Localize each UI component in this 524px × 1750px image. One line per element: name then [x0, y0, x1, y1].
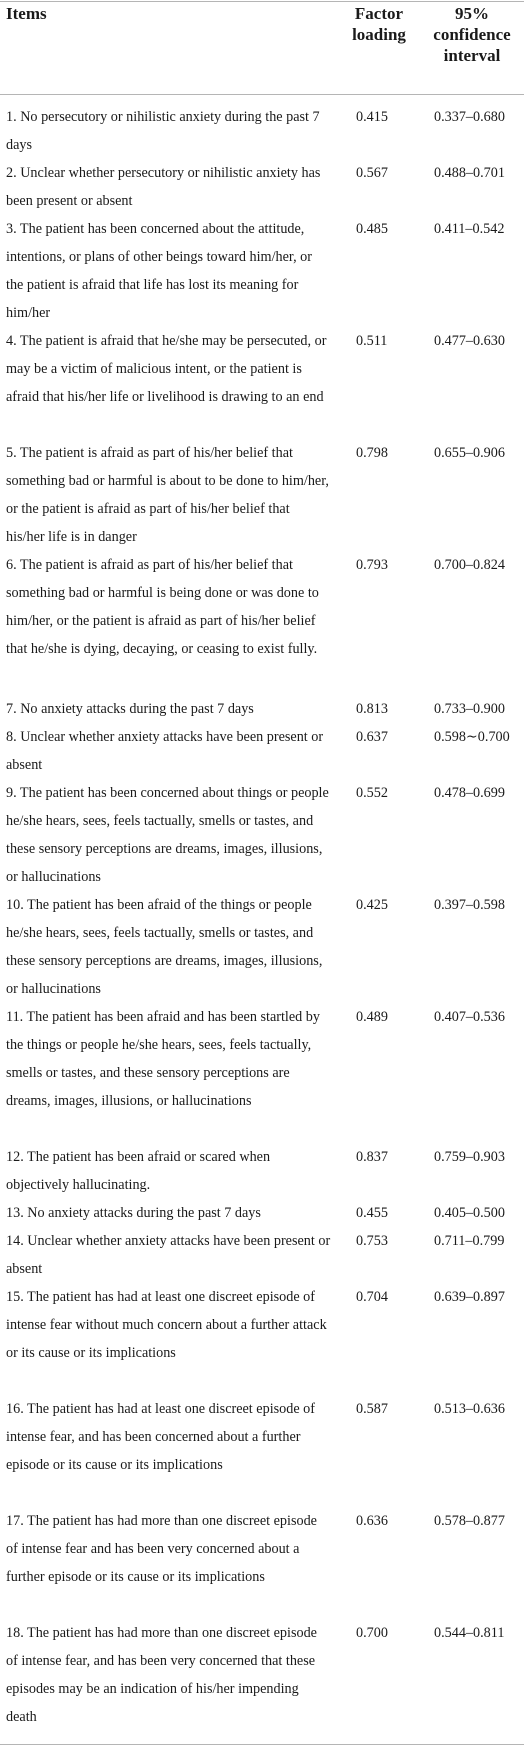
row-15-item: 15. The patient has had at least one discreet episode of intense fear without much concern about a further attack or its cause or its implications [6, 1289, 327, 1361]
row-1-item: 1. No persecutory or nihilistic anxiety during the past 7 days [6, 109, 320, 153]
row-6-loading: 0.793 [356, 557, 388, 573]
row-18-loading: 0.700 [356, 1625, 388, 1641]
header-factor-loading: Factor loading [352, 4, 406, 44]
row-12-ci: 0.759–0.903 [434, 1149, 505, 1165]
row-13-loading: 0.455 [356, 1205, 388, 1221]
row-16-loading: 0.587 [356, 1401, 388, 1417]
row-1-loading: 0.415 [356, 109, 388, 125]
row-12-loading: 0.837 [356, 1149, 388, 1165]
row-16-item: 16. The patient has had at least one discreet episode of intense fear, and has been concerned about a further episode or its cause or its implications [6, 1401, 316, 1473]
row-13-ci: 0.405–0.500 [434, 1205, 505, 1221]
row-2-ci: 0.488–0.701 [434, 165, 505, 181]
row-8-item: 8. Unclear whether anxiety attacks have been present or absent [6, 729, 324, 773]
row-8-ci: 0.598∼0.700 [434, 729, 510, 745]
row-15-loading: 0.704 [356, 1289, 388, 1305]
header-confidence-interval: 95% confidence interval [433, 4, 511, 65]
row-17-loading: 0.636 [356, 1513, 388, 1529]
row-14-ci: 0.711–0.799 [434, 1233, 505, 1249]
row-5-item: 5. The patient is afraid as part of his/her belief that something bad or harmful is about to be done to him/her, or the patient is afraid as part of his/her belief that his/her life is in danger [6, 445, 329, 545]
row-18-ci: 0.544–0.811 [434, 1625, 505, 1641]
row-4-loading: 0.511 [356, 333, 388, 349]
row-15-ci: 0.639–0.897 [434, 1289, 505, 1305]
row-11-ci: 0.407–0.536 [434, 1009, 505, 1025]
row-6-ci: 0.700–0.824 [434, 557, 505, 573]
row-9-item: 9. The patient has been concerned about things or people he/she hears, sees, feels tactually, smells or tastes, and these sensory perceptions are dreams, images, illusions, or hallucinations [6, 785, 329, 885]
row-18-item: 18. The patient has had more than one discreet episode of intense fear, and has been very concerned that these episodes may be an indication of his/her impending death [6, 1625, 317, 1725]
row-3-ci: 0.411–0.542 [434, 221, 505, 237]
row-5-loading: 0.798 [356, 445, 388, 461]
row-2-loading: 0.567 [356, 165, 388, 181]
table-bottom-rule [0, 1744, 524, 1745]
row-4-item: 4. The patient is afraid that he/she may be persecuted, or may be a victim of malicious intent, or the patient is afraid that his/her life or livelihood is drawing to an end [6, 333, 327, 405]
row-7-item: 7. No anxiety attacks during the past 7 days [6, 701, 254, 717]
row-17-item: 17. The patient has had more than one discreet episode of intense fear and has been very concerned about a further episode or its cause or its implications [6, 1513, 317, 1585]
row-6-item: 6. The patient is afraid as part of his/her belief that something bad or harmful is being done or was done to him/her, or the patient is afraid as part of his/her belief that he/she is dying, decaying, or ceasing to exist fully. [6, 557, 319, 657]
row-17-ci: 0.578–0.877 [434, 1513, 505, 1529]
row-13-item: 13. No anxiety attacks during the past 7 days [6, 1205, 261, 1221]
row-3-item: 3. The patient has been concerned about the attitude, intentions, or plans of other beings toward him/her, or the patient is afraid that life has lost its meaning for him/her [6, 221, 312, 321]
row-4-ci: 0.477–0.630 [434, 333, 505, 349]
row-1-ci: 0.337–0.680 [434, 109, 505, 125]
header-items: Items [6, 4, 47, 23]
row-14-loading: 0.753 [356, 1233, 388, 1249]
row-10-item: 10. The patient has been afraid of the things or people he/she hears, sees, feels tactually, smells or tastes, and these sensory perceptions are dreams, images, illusions, or hallucinations [6, 897, 323, 997]
row-8-loading: 0.637 [356, 729, 388, 745]
header-rule [0, 94, 524, 95]
row-7-ci: 0.733–0.900 [434, 701, 505, 717]
row-10-ci: 0.397–0.598 [434, 897, 505, 913]
row-12-item: 12. The patient has been afraid or scared when objectively hallucinating. [6, 1149, 271, 1193]
row-2-item: 2. Unclear whether persecutory or nihilistic anxiety has been present or absent [6, 165, 321, 209]
row-14-item: 14. Unclear whether anxiety attacks have been present or absent [6, 1233, 331, 1277]
table-top-rule [0, 1, 524, 2]
row-5-ci: 0.655–0.906 [434, 445, 505, 461]
row-9-ci: 0.478–0.699 [434, 785, 505, 801]
row-10-loading: 0.425 [356, 897, 388, 913]
row-11-loading: 0.489 [356, 1009, 388, 1025]
row-3-loading: 0.485 [356, 221, 388, 237]
row-16-ci: 0.513–0.636 [434, 1401, 505, 1417]
row-9-loading: 0.552 [356, 785, 388, 801]
row-11-item: 11. The patient has been afraid and has been startled by the things or people he/she hears, sees, feels tactually, smells or tastes, and these sensory perceptions are dreams, images, illusions, or hallucinations [6, 1009, 320, 1109]
row-7-loading: 0.813 [356, 701, 388, 717]
